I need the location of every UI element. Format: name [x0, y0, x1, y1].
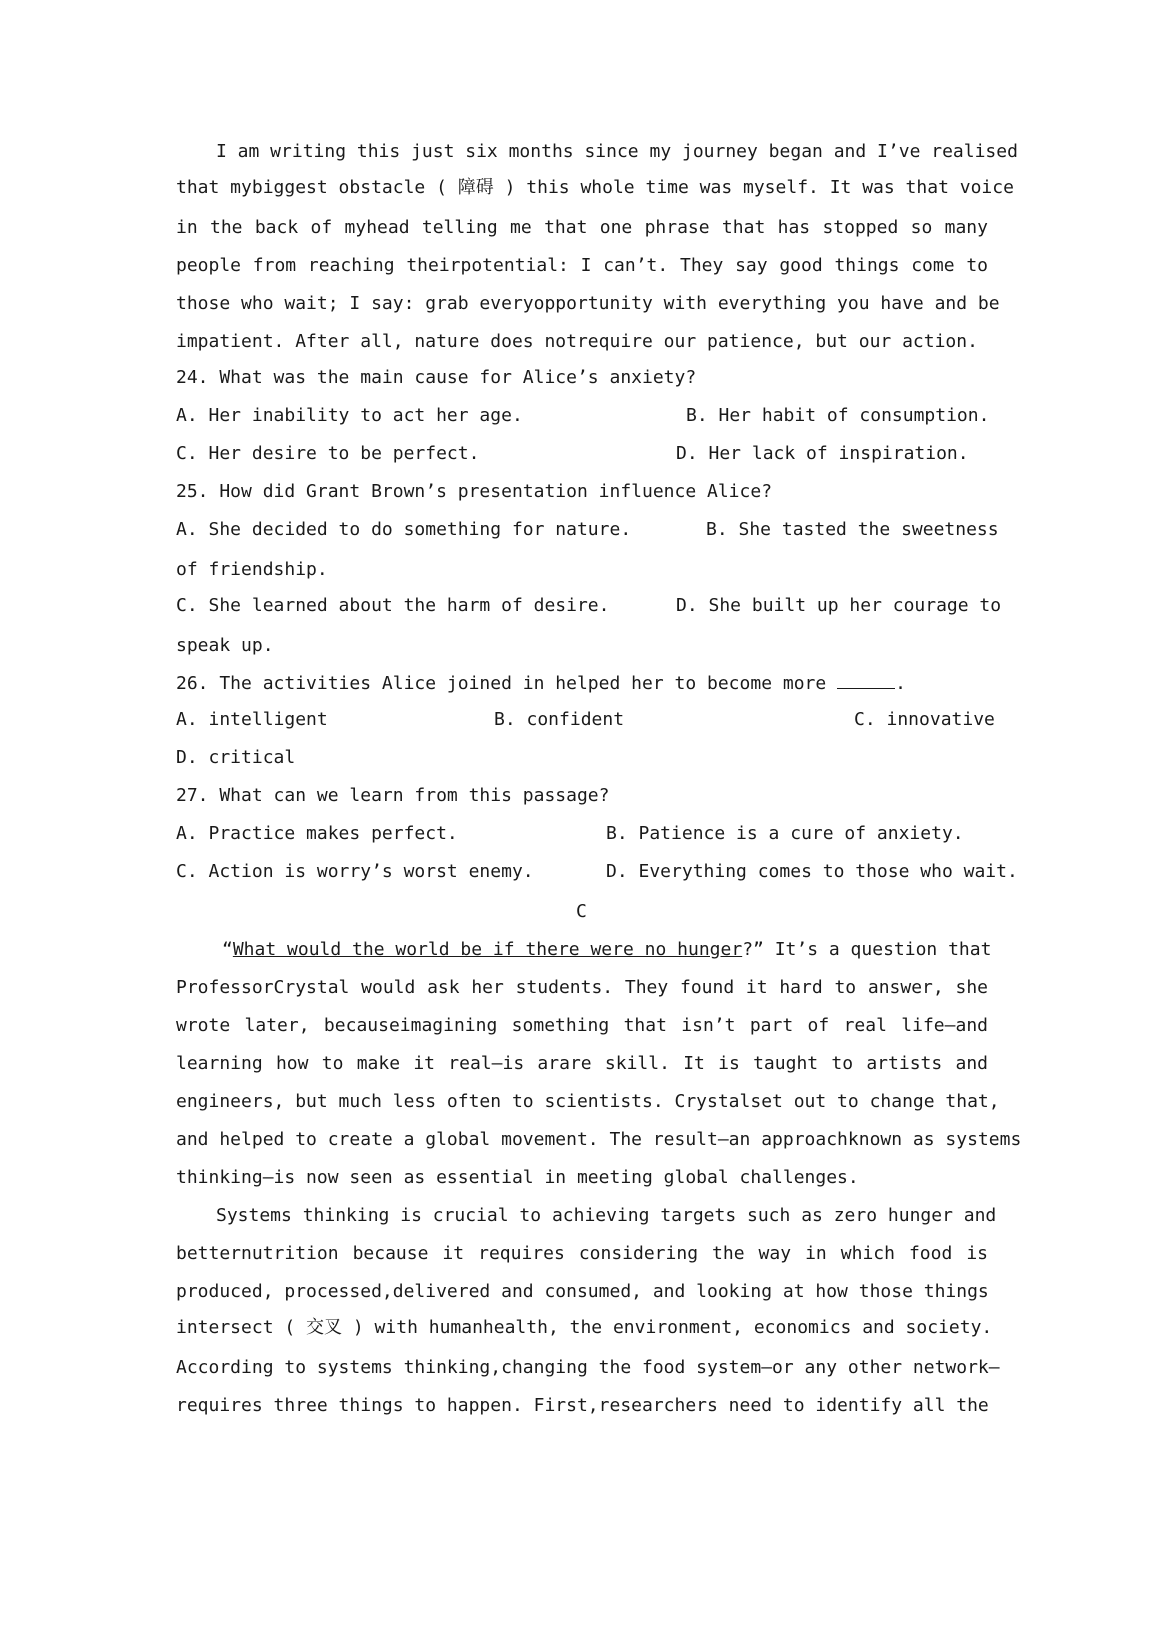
passage-c-p2-line-4: intersect ( 交叉 ) with humanhealth, the environment, economics and society.: [176, 1317, 993, 1338]
question-25-option-c: C. She learned about the harm of desire.: [176, 595, 610, 616]
question-26-stem-end: .: [895, 673, 906, 694]
question-27-option-a: A. Practice makes perfect.: [176, 823, 458, 844]
passage-c-p2-line-5: According to systems thinking,changing the food system—or any other network—: [176, 1357, 1000, 1378]
question-26-option-a: A. intelligent: [176, 709, 328, 730]
passage-b-line-5: those who wait; I say: grab everyopportunity with everything you have and be: [176, 293, 1000, 314]
question-24-option-a: A. Her inability to act her age.: [176, 405, 523, 426]
passage-b-line-4: people from reaching theirpotential: I can’t. They say good things come to: [176, 255, 988, 276]
question-24-option-d: D. Her lack of inspiration.: [676, 443, 969, 464]
passage-c-p1-line-1: [222, 938, 992, 962]
question-24-option-b: B. Her habit of consumption.: [686, 405, 990, 426]
passage-c-p1-line-2: ProfessorCrystal would ask her students. They found it hard to answer, she: [176, 977, 988, 998]
question-25-option-b-cont: of friendship.: [176, 559, 328, 580]
passage-c-p2-line-3: produced, processed,delivered and consumed, and looking at how those things: [176, 1281, 989, 1302]
passage-b-line-3: in the back of myhead telling me that one phrase that has stopped so many: [176, 217, 988, 238]
question-26-option-b: B. confident: [494, 709, 625, 730]
question-26-stem: [176, 670, 906, 696]
answer-blank: [837, 670, 895, 689]
question-25-stem: 25. How did Grant Brown’s presentation influence Alice?: [176, 481, 773, 502]
passage-c-p1-line-7: thinking—is now seen as essential in meeting global challenges.: [176, 1167, 859, 1188]
question-27-option-c: C. Action is worry’s worst enemy.: [176, 861, 534, 882]
question-27-option-b: B. Patience is a cure of anxiety.: [606, 823, 964, 844]
passage-c-p1-quote-group: [222, 938, 742, 962]
passage-c-p2-line-2: betternutrition because it requires considering the way in which food is: [176, 1243, 988, 1264]
passage-c-p2-line-6: requires three things to happen. First,researchers need to identify all the: [176, 1395, 989, 1416]
question-25-option-d-cont: speak up.: [176, 635, 274, 656]
question-25-option-d: D. She built up her courage to: [676, 595, 1002, 616]
question-26-option-c: C. innovative: [854, 709, 995, 730]
open-quote: “: [222, 939, 233, 960]
question-27-option-d: D. Everything comes to those who wait.: [606, 861, 1018, 882]
passage-b-line-6: impatient. After all, nature does notrequire our patience, but our action.: [176, 331, 978, 352]
passage-b-line-1: I am writing this just six months since my journey began and I’ve realised: [216, 141, 1018, 162]
question-26-stem-text: 26. The activities Alice joined in helped her to become more: [176, 673, 827, 694]
passage-c-heading: C: [576, 901, 587, 922]
question-25-option-b: B. She tasted the sweetness: [706, 519, 999, 540]
passage-c-p1-line-5: engineers, but much less often to scientists. Crystalset out to change that,: [176, 1091, 1000, 1112]
underlined-question: What would the world be if there were no hunger: [232, 939, 743, 960]
passage-c-p1-line-1-rest: ?” It’s a question that: [742, 939, 992, 960]
question-24-stem: 24. What was the main cause for Alice’s anxiety?: [176, 367, 697, 388]
question-25-option-a: A. She decided to do something for nature.: [176, 519, 632, 540]
question-26-option-d: D. critical: [176, 747, 296, 768]
question-27-stem: 27. What can we learn from this passage?: [176, 785, 610, 806]
passage-b-line-2: that mybiggest obstacle ( 障碍 ) this whole time was myself. It was that voice: [176, 177, 1014, 198]
question-24-option-c: C. Her desire to be perfect.: [176, 443, 480, 464]
passage-c-p1-line-3: wrote later, becauseimagining something that isn’t part of real life—and: [176, 1015, 988, 1036]
passage-c-p1-line-4: learning how to make it real—is arare skill. It is taught to artists and: [176, 1053, 988, 1074]
passage-c-p2-line-1: Systems thinking is crucial to achieving targets such as zero hunger and: [216, 1205, 997, 1226]
passage-c-p1-line-6: and helped to create a global movement. The result—an approachknown as systems: [176, 1129, 1022, 1150]
